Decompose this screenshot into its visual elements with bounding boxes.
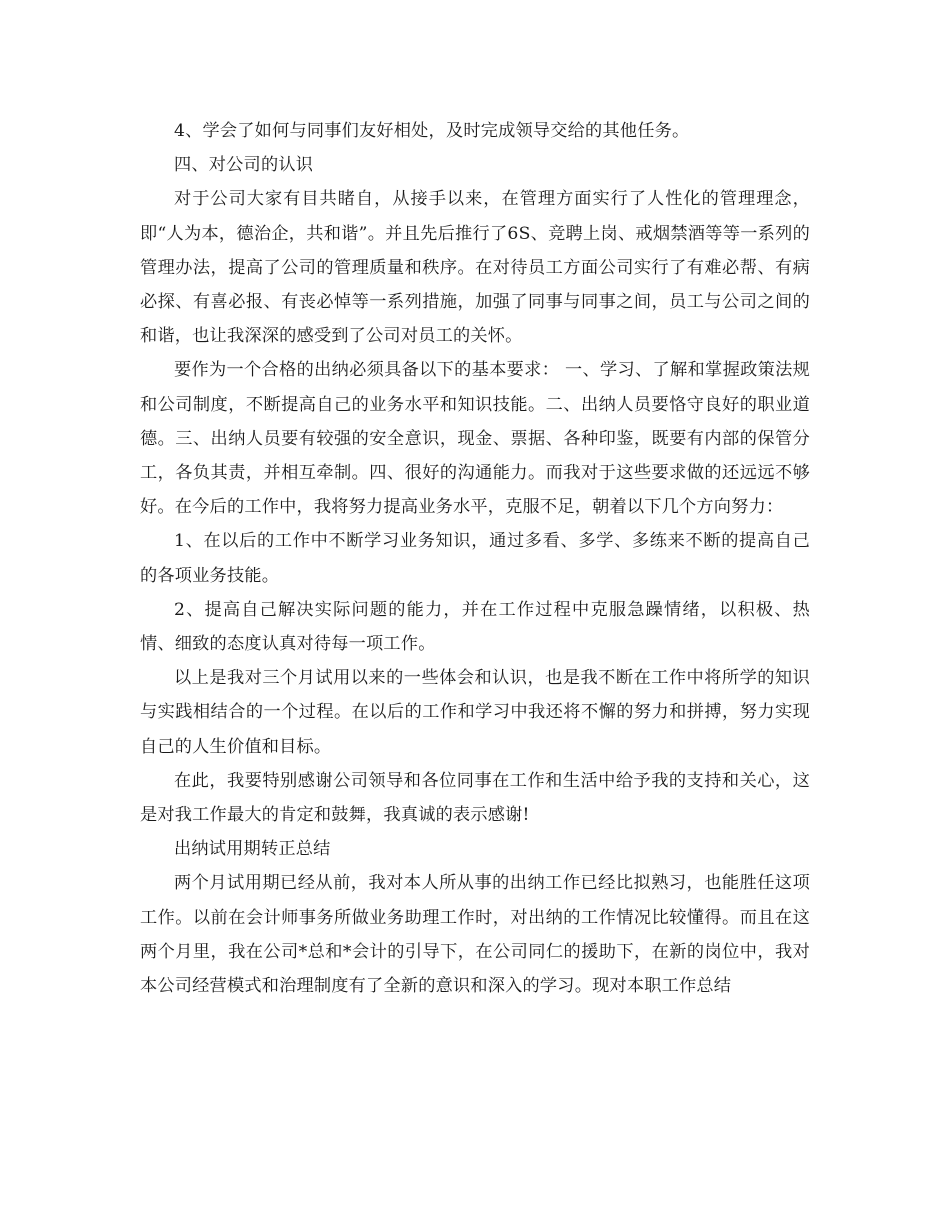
section-heading-company-understanding: 四、对公司的认识 <box>174 155 314 176</box>
paragraph-probation-summary: 两个月试用期已经从前，我对本人所从事的出纳工作已经比拟熟习，也能胜任这项工作。以前在会计师事务所做业务助理工作时，对出纳的工作情况比较懂得。而且在这两个月里，我在公司*总和*会计的引导下，在公司同仁的援助下，在新的岗位中，我对本公司经营模式和治理制度有了全新的意识和深入的学习。现对本职工作总结 <box>140 873 810 997</box>
paragraph-task-item-4: 4、学会了如何与同事们友好相处，及时完成领导交给的其他任务。 <box>174 121 690 141</box>
paragraph-goal-1: 1、在以后的工作中不断学习业务知识，通过多看、多学、多练来不断的提高自己的各项业务技能。 <box>140 531 810 586</box>
document-subtitle: 出纳试用期转正总结 <box>174 839 331 860</box>
paragraph-goal-2: 2、提高自己解决实际问题的能力，并在工作过程中克服急躁情绪，以积极、热情、细致的态度认真对待每一项工作。 <box>140 599 810 655</box>
paragraph-company-management: 对于公司大家有目共睹自，从接手以来，在管理方面实行了人性化的管理理念，即“人为本，德治企，共和谐”。并且先后推行了6S、竞聘上岗、戒烟禁酒等等一系列的管理办法，提高了公司的管理质量和秩序。在对待员工方面公司实行了有难必帮、有病必探、有喜必报、有丧必悼等一系列措施，加强了同事与同事之间，员工与公司之间的和谐，也让我深深的感受到了公司对员工的关怀。 <box>140 189 810 347</box>
paragraph-summary: 以上是我对三个月试用以来的一些体会和认识，也是我不断在工作中将所学的知识与实践相结合的一个过程。在以后的工作和学习中我还将不懈的努力和拼搏，努力实现自己的人生价值和目标。 <box>140 668 810 757</box>
document-body <box>140 114 810 1003</box>
paragraph-thanks: 在此，我要特别感谢公司领导和各位同事在工作和生活中给予我的支持和关心，这是对我工作最大的肯定和鼓舞，我真诚的表示感谢! <box>140 770 810 826</box>
paragraph-cashier-requirements: 要作为一个合格的出纳必须具备以下的基本要求： 一、学习、了解和掌握政策法规和公司制度，不断提高自己的业务水平和知识技能。二、出纳人员要恪守良好的职业道德。三、出纳人员要有较强的安全意识，现金、票据、各种印鉴，既要有内部的保管分工，各负其责，并相互牵制。四、很好的沟通能力。而我对于这些要求做的还远远不够好。在今后的工作中，我将努力提高业务水平，克服不足，朝着以下几个方向努力： <box>140 360 810 518</box>
